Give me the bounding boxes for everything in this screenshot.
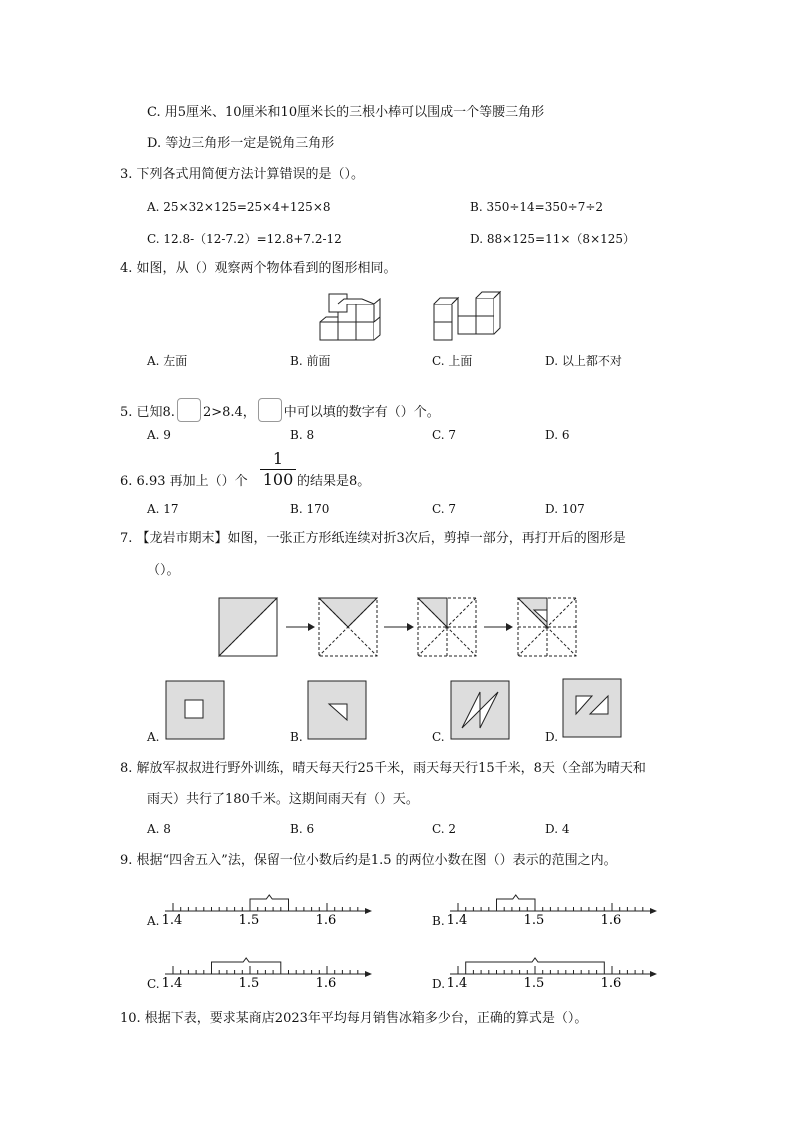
tick-label: 1.4	[446, 913, 468, 928]
q2-option-c: C. 用5厘米、10厘米和10厘米长的三根小棒可以围成一个等腰三角形	[147, 105, 545, 120]
tick-label: 1.6	[315, 913, 337, 928]
q8-option-a: A. 8	[147, 822, 171, 836]
q5-option-b: B. 8	[290, 428, 315, 442]
q9-numberline-d	[446, 948, 660, 991]
q4-option-a: A. 左面	[147, 354, 188, 368]
q7-choice-d	[562, 678, 622, 738]
q7-label-a: A.	[147, 730, 160, 744]
q9-stem: 9. 根据“四舍五入”法，保留一位小数后约是1.5 的两位小数在图（）表示的范围之内。	[120, 853, 617, 868]
q7-choice-b	[307, 680, 367, 740]
cube-figure-right	[432, 290, 504, 342]
q6-option-b: B. 170	[290, 502, 330, 516]
q3-option-d: D. 88×125=11×（8×125）	[470, 232, 636, 246]
q5-option-d: D. 6	[545, 428, 570, 442]
q7-label-d: D.	[545, 730, 559, 744]
fraction-numerator: 1	[272, 449, 284, 468]
q5-stem	[120, 398, 440, 422]
q2-option-d: D. 等边三角形一定是锐角三角形	[147, 136, 335, 151]
q5-stem-part1: 5. 已知8.	[120, 405, 175, 420]
q8-stem-line1: 8. 解放军叔叔进行野外训练，晴天每天行25千米，雨天每天行15千米，8天（全部为晴天和	[120, 761, 646, 776]
q4-stem: 4. 如图，从（）观察两个物体看到的图形相同。	[120, 261, 397, 276]
paper-folding-sequence	[216, 596, 580, 660]
q7-stem-line1: 7. 【龙岩市期末】如图，一张正方形纸连续对折3次后，剪掉一部分，再打开后的图形是	[120, 531, 626, 546]
blank-box	[258, 398, 282, 422]
tick-label: 1.4	[161, 976, 183, 991]
q8-option-d: D. 4	[545, 822, 570, 836]
q9-label-d: D.	[432, 977, 446, 991]
q6-fraction	[260, 450, 296, 489]
q7-stem-line2: （）。	[147, 563, 180, 578]
q9-numberline-a	[161, 885, 375, 928]
q4-option-c: C. 上面	[432, 354, 473, 368]
range-brace	[250, 895, 289, 907]
q3-stem: 3. 下列各式用简便方法计算错误的是（）。	[120, 167, 365, 182]
q4-option-b: B. 前面	[290, 354, 331, 368]
q9-numberline-b	[446, 885, 660, 928]
q9-label-a: A.	[147, 914, 160, 928]
tick-label: 1.6	[600, 976, 622, 991]
q9-label-b: B.	[432, 914, 445, 928]
q5-option-a: A. 9	[147, 428, 171, 442]
q6-stem-part1: 6. 6.93 再加上（）个	[120, 474, 248, 489]
q4-option-d: D. 以上都不对	[545, 354, 622, 368]
q5-stem-part3: 中可以填的数字有（）个。	[283, 405, 440, 420]
q8-option-b: B. 6	[290, 822, 315, 836]
q10-stem: 10. 根据下表，要求某商店2023年平均每月销售冰箱多少台，正确的算式是（）。	[120, 1011, 588, 1026]
q3-option-b: B. 350÷14=350÷7÷2	[470, 200, 604, 214]
q7-choice-a	[165, 680, 225, 740]
range-brace	[212, 958, 281, 970]
q8-option-c: C. 2	[432, 822, 457, 836]
tick-label: 1.5	[238, 976, 260, 991]
q5-stem-part2: 2>8.4，	[202, 405, 256, 420]
q9-numberline-c	[161, 948, 375, 991]
q6-option-c: C. 7	[432, 502, 457, 516]
q7-choice-c	[450, 680, 510, 740]
cube-figure-left	[318, 290, 388, 342]
q5-option-c: C. 7	[432, 428, 457, 442]
q8-stem-line2: 雨天）共行了180千米。这期间雨天有（）天。	[147, 792, 419, 807]
tick-label: 1.6	[600, 913, 622, 928]
q3-option-a: A. 25×32×125=25×4+125×8	[147, 200, 331, 214]
q6-option-d: D. 107	[545, 502, 585, 516]
tick-label: 1.4	[446, 976, 468, 991]
tick-label: 1.5	[523, 913, 545, 928]
q7-label-c: C.	[432, 730, 445, 744]
blank-box	[177, 398, 201, 422]
tick-label: 1.4	[161, 913, 183, 928]
q3-option-c: C. 12.8-（12-7.2）=12.8+7.2-12	[147, 232, 342, 246]
q6-stem-part2: 的结果是8。	[297, 474, 371, 489]
tick-label: 1.5	[238, 913, 260, 928]
fraction-denominator: 100	[262, 470, 294, 489]
tick-label: 1.5	[523, 976, 545, 991]
q6-option-a: A. 17	[147, 502, 179, 516]
q7-label-b: B.	[290, 730, 303, 744]
q9-label-c: C.	[147, 977, 160, 991]
range-brace	[497, 895, 536, 907]
tick-label: 1.6	[315, 976, 337, 991]
